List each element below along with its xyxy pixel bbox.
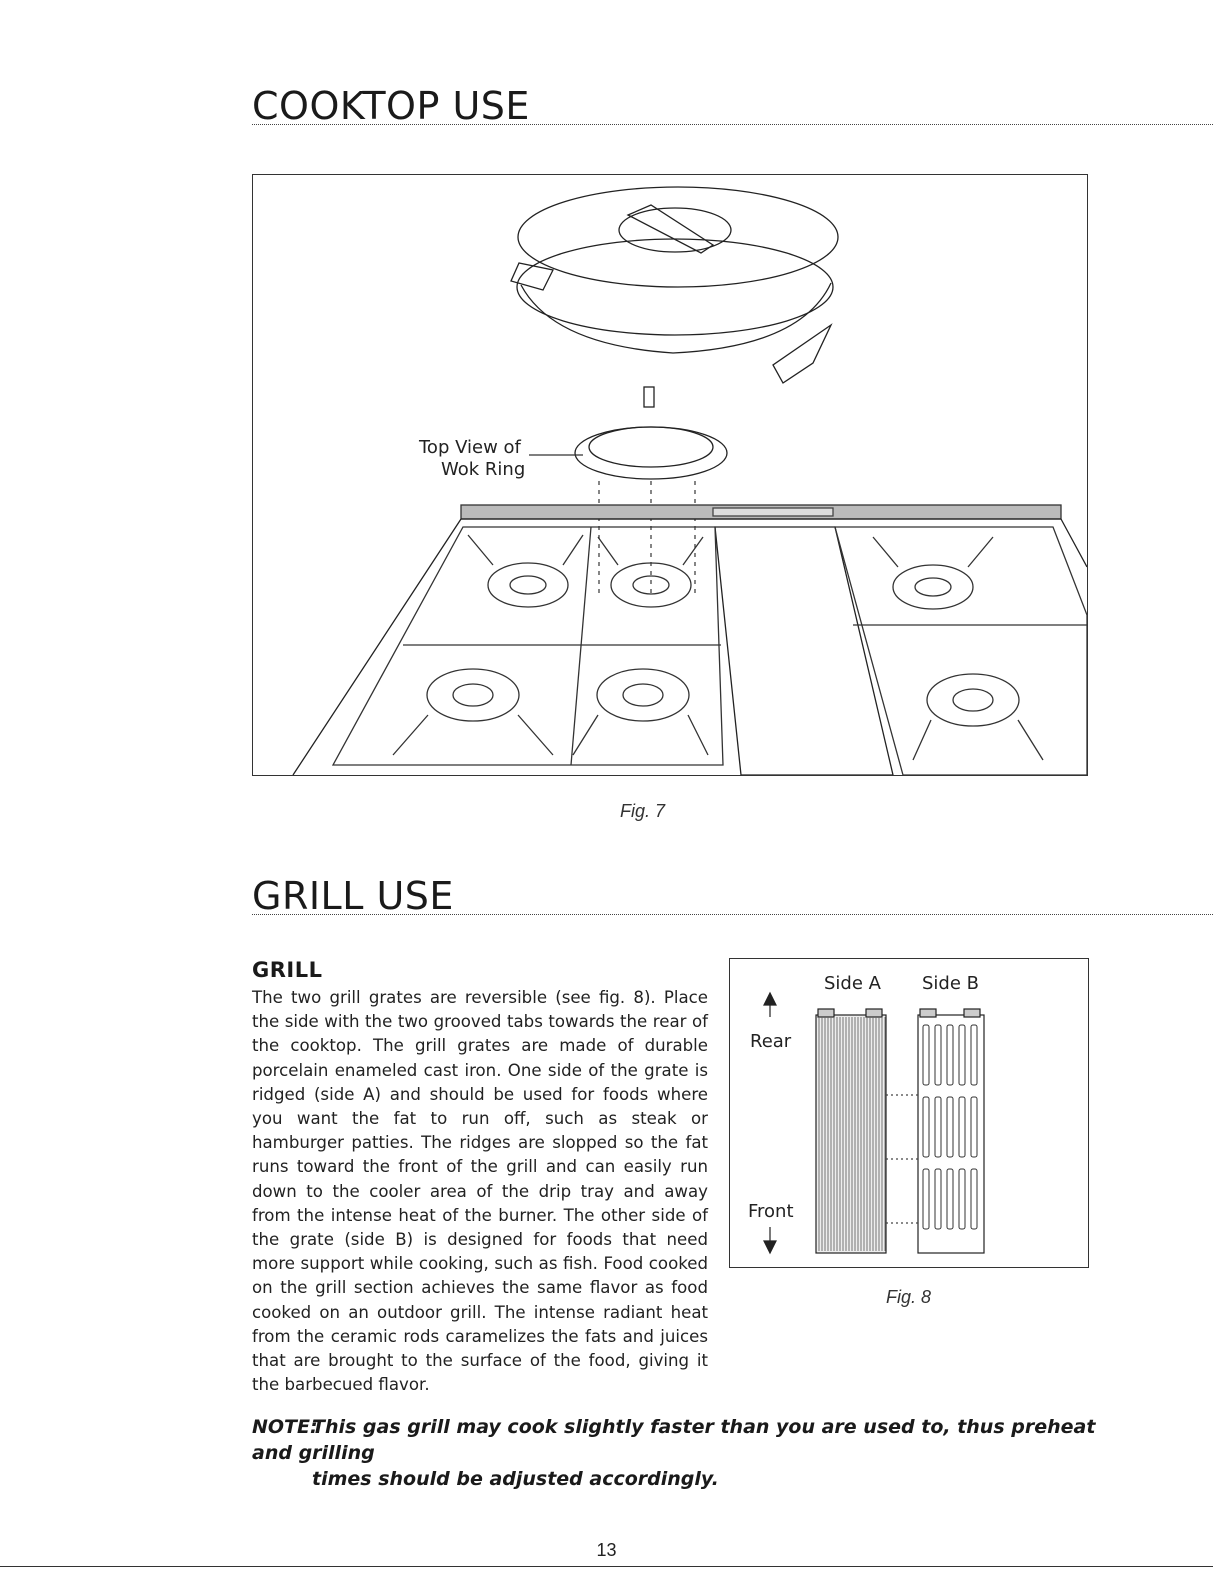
grill-subheading: GRILL bbox=[252, 958, 323, 982]
grate-slot bbox=[959, 1169, 965, 1229]
griddle-plate bbox=[715, 527, 893, 775]
wok-ring-post bbox=[644, 387, 654, 407]
front-label: Front bbox=[748, 1201, 794, 1222]
page-number: 13 bbox=[596, 1540, 617, 1560]
grate-slot bbox=[923, 1097, 929, 1157]
right-grates bbox=[835, 527, 1087, 775]
grill-body-text: The two grill grates are reversible (see fig. 8). Place the side with the two grooved tabs towards the rear of the cooktop. The grill grates are made of durable porcelain enameled cast iron. One side of the grate is ridged (side A) and should be used for foods where you want the fat to run off, such as steak or hamburger patties. The ridges are slopped so the fat runs toward the front of the grill and can easily run down to the cooler area of the drip tray and away from the intense heat of the burner. The other side of the grate (side B) is designed for foods that need more support while cooking, such as fish. Food cooked on the grill section achieves the same flavor as food cooked on an outdoor grill. The intense radiant heat from the ceramic rods caramelizes the fats and juices that are brought to the surface of the food, giving it the barbecued flavor. bbox=[252, 988, 708, 1395]
grate-slot bbox=[947, 1169, 953, 1229]
cooktop-illustration bbox=[253, 175, 1087, 775]
grill-grates-figure bbox=[729, 958, 1089, 1268]
wok-ring-label-line1: Top View of bbox=[419, 437, 521, 458]
fig8-caption: Fig. 8 bbox=[886, 1287, 932, 1307]
cooktop-outline bbox=[293, 519, 1087, 775]
cooktop-use-heading bbox=[252, 80, 1213, 128]
left-grates bbox=[333, 527, 723, 765]
wok-ring-inner bbox=[589, 427, 713, 467]
note-line1: This gas grill may cook slightly faster than you are used to, thus preheat and grilling bbox=[252, 1416, 1096, 1464]
grate-slot bbox=[971, 1025, 977, 1085]
side-b-label: Side B bbox=[922, 973, 979, 994]
bottom-rule bbox=[0, 1566, 1213, 1567]
wok-ring-label-line2: Wok Ring bbox=[441, 459, 526, 480]
grate-slot bbox=[947, 1025, 953, 1085]
grill-note bbox=[252, 1414, 1132, 1492]
side-b-grate bbox=[918, 1009, 984, 1253]
note-label: NOTE: bbox=[252, 1416, 318, 1438]
grate-slot bbox=[971, 1169, 977, 1229]
grill-use-heading bbox=[252, 870, 1213, 918]
grate-slot bbox=[935, 1169, 941, 1229]
note-line2: times should be adjusted accordingly. bbox=[312, 1468, 719, 1490]
wok-ring-outer bbox=[575, 427, 727, 479]
grate-slot bbox=[947, 1097, 953, 1157]
grate-slot bbox=[923, 1025, 929, 1085]
rear-label: Rear bbox=[750, 1031, 792, 1052]
grate-slot bbox=[935, 1025, 941, 1085]
cooktop-use-heading-text: COOKTOP USE bbox=[252, 84, 530, 128]
wok-ring-figure bbox=[252, 174, 1088, 776]
front-arrow-icon bbox=[764, 1227, 776, 1253]
grate-slot bbox=[935, 1097, 941, 1157]
grate-slot bbox=[971, 1097, 977, 1157]
rear-arrow-icon bbox=[764, 993, 776, 1017]
side-a-grate bbox=[816, 1009, 886, 1253]
grate-slot bbox=[959, 1025, 965, 1085]
wok-lid-knob-area bbox=[619, 208, 731, 252]
wok-body bbox=[521, 283, 831, 353]
fig7-caption: Fig. 7 bbox=[620, 801, 666, 821]
wok-lid bbox=[518, 187, 838, 287]
side-a-label: Side A bbox=[824, 973, 881, 994]
grate-slot bbox=[959, 1097, 965, 1157]
grill-use-heading-text: GRILL USE bbox=[252, 874, 454, 918]
side-b-slots bbox=[923, 1025, 977, 1229]
grate-slot bbox=[923, 1169, 929, 1229]
wok-right-handle bbox=[773, 325, 831, 383]
